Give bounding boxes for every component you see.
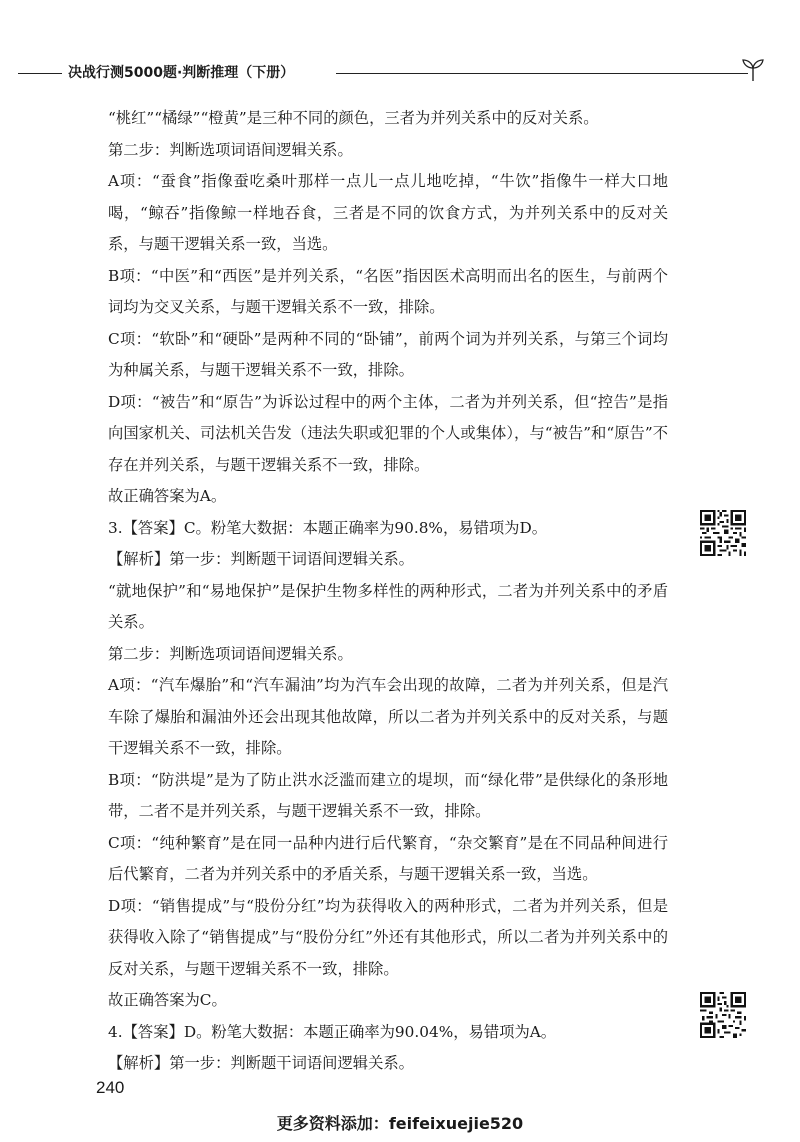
qr-code-icon[interactable]: [700, 992, 746, 1038]
page-number: 240: [96, 1078, 125, 1097]
paragraph: C项：“纯种繁育”是在同一品种内进行后代繁育，“杂交繁育”是在不同品种间进行后代繁育，二者为并列关系中的矛盾关系，与题干逻辑关系一致，当选。: [108, 833, 668, 883]
paragraph: B项：“中医”和“西医”是并列关系，“名医”指因医术高明而出名的医生，与前两个词均为交叉关系，与题干逻辑关系不一致，排除。: [108, 266, 668, 316]
paragraph: 故正确答案为A。: [108, 487, 227, 505]
paragraph: 第二步：判断选项词语间逻辑关系。: [108, 140, 353, 159]
analysis-label: 【解析】: [108, 1054, 170, 1072]
analysis-text: 第一步：判断题干词语间逻辑关系。: [169, 1054, 414, 1072]
q3-analysis-line: [108, 544, 668, 576]
answer-text: D。粉笔大数据：本题正确率为90.04%，易错项为A。: [183, 1022, 557, 1041]
question-number: 4.: [108, 1022, 123, 1041]
header-rule-right: [336, 73, 748, 74]
q4-answer-line: [108, 1017, 668, 1049]
page-content: [108, 103, 668, 1080]
paragraph: C项：“软卧”和“硬卧”是两种不同的“卧铺”，前两个词为并列关系，与第三个词均为种属关系，与题干逻辑关系不一致，排除。: [108, 329, 668, 379]
paragraph: 故正确答案为C。: [108, 991, 227, 1009]
sprout-icon: [740, 56, 766, 82]
paragraph: A项：“蚕食”指像蚕吃桑叶那样一点儿一点儿地吃掉，“牛饮”指像牛一样大口地喝，“鲸吞”指像鲸一样地吞食，三者是不同的饮食方式，为并列关系中的反对关系，与题干逻辑关系一致，当选。: [108, 172, 668, 253]
paragraph: A项：“汽车爆胎”和“汽车漏油”均为汽车会出现的故障，二者为并列关系，但是汽车除了爆胎和漏油外还会出现其他故障，所以二者为并列关系中的反对关系，与题干逻辑关系不一致，排除。: [108, 676, 668, 757]
analysis-text: 第一步：判断题干词语间逻辑关系。: [169, 550, 414, 568]
answer-label: 【答案】: [122, 518, 184, 537]
q3-answer-line: [108, 513, 668, 545]
running-header: [18, 56, 768, 86]
paragraph: D项：“被告”和“原告”为诉讼过程中的两个主体，二者为并列关系，但“控告”是指向国家机关、司法机关告发（违法失职或犯罪的个人或集体），与“被告”和“原告”不存在并列关系，与题干逻辑关系不一致，排除。: [108, 392, 668, 474]
paragraph: D项：“销售提成”与“股份分红”均为获得收入的两种形式，二者为并列关系，但是获得收入除了“销售提成”与“股份分红”外还有其他形式，所以二者为并列关系中的反对关系，与题干逻辑关系不一致，排除。: [108, 896, 668, 978]
qr-code-icon[interactable]: [700, 510, 746, 556]
q4-analysis-line: [108, 1048, 668, 1080]
paragraph: B项：“防洪堤”是为了防止洪水泛滥而建立的堤坝，而“绿化带”是供绿化的条形地带，二者不是并列关系，与题干逻辑关系不一致，排除。: [108, 770, 668, 820]
book-title: 决战行测5000题·判断推理（下册）: [68, 65, 295, 81]
footer-contact-id: feifeixuejie520: [388, 1114, 524, 1133]
answer-text: C。粉笔大数据：本题正确率为90.8%，易错项为D。: [183, 518, 548, 537]
paragraph: “桃红”“橘绿”“橙黄”是三种不同的颜色，三者为并列关系中的反对关系。: [108, 109, 599, 127]
analysis-label: 【解析】: [108, 550, 170, 568]
footer-prefix: 更多资料添加：: [276, 1114, 389, 1133]
footer-contact: [0, 1111, 800, 1134]
paragraph: 第二步：判断选项词语间逻辑关系。: [108, 644, 353, 663]
paragraph: “就地保护”和“易地保护”是保护生物多样性的两种形式，二者为并列关系中的矛盾关系。: [108, 581, 668, 631]
question-number: 3.: [108, 518, 123, 537]
answer-label: 【答案】: [122, 1022, 184, 1041]
header-rule-left: [18, 73, 62, 74]
